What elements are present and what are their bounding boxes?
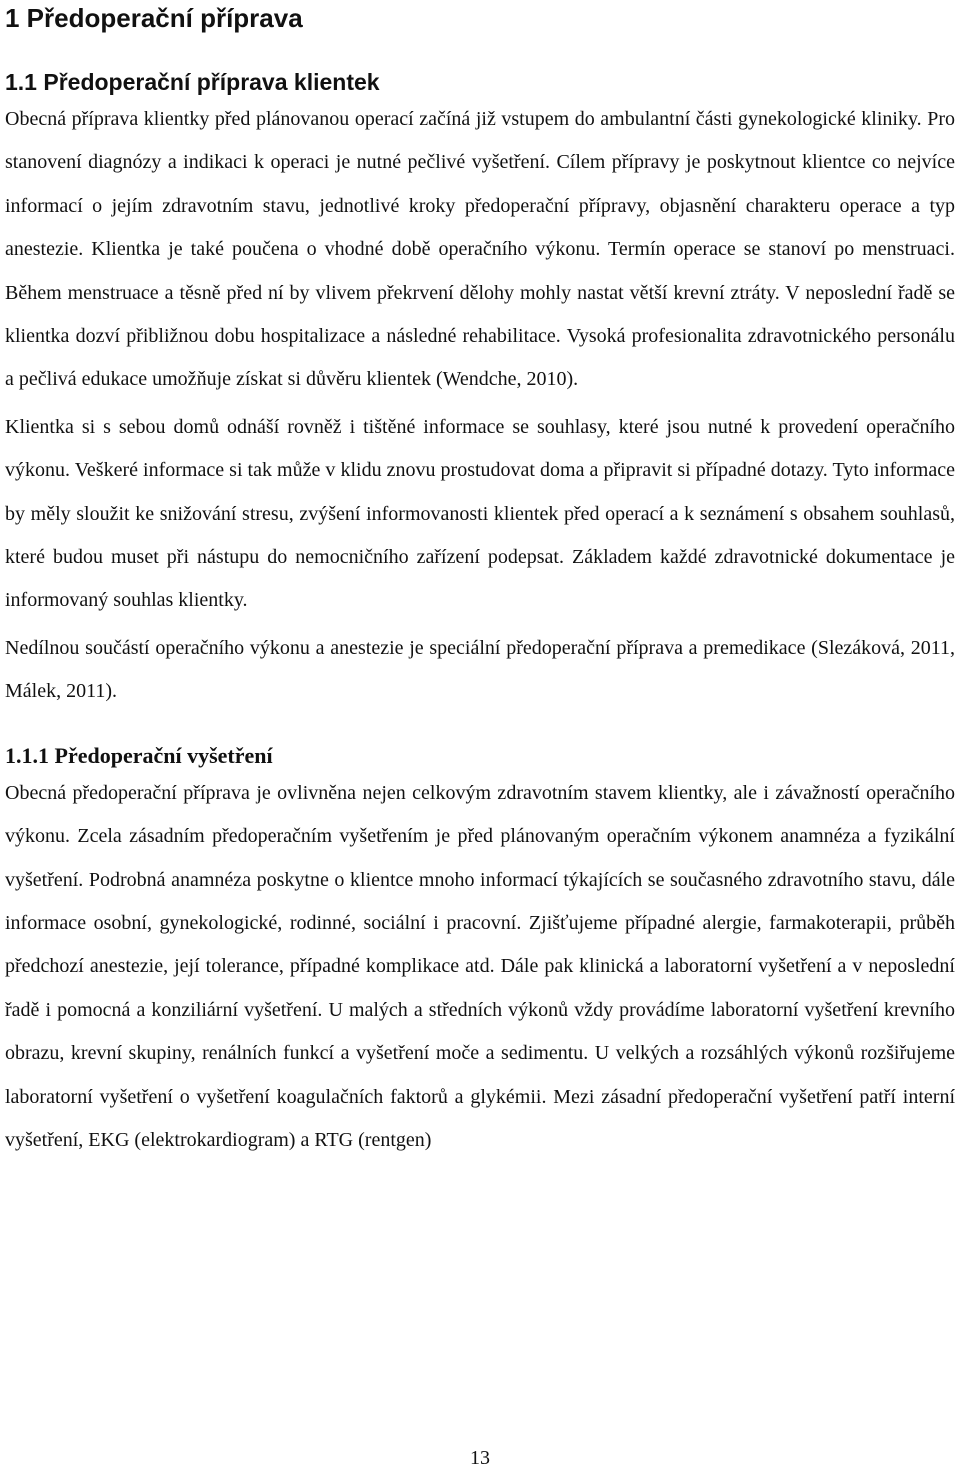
section-heading: 1.1 Předoperační příprava klientek [5,69,380,95]
paragraph: Nedílnou součástí operačního výkonu a anestezie je speciální předoperační příprava a premedikace (Slezáková, 2011, Málek, 2011). [5,636,955,703]
subsection-heading: 1.1.1 Předoperační vyšetření [5,742,273,768]
paragraph: Obecná příprava klientky před plánovanou operací začíná již vstupem do ambulantní části gynekologické kliniky. Pro stanovení diagnózy a indikaci k operaci je nutné pečlivé vyšetření. Cílem přípravy je poskytnout klientce co nejvíce informací o jejím zdravotním stavu, jednotlivé kroky předoperační přípravy, objasnění charakteru operace a typ anestezie. Klientka je také poučena o vhodné době operačního výkonu. Termín operace se stanoví po menstruaci. Během menstruace a těsně před ní by vlivem překrvení dělohy mohly nastat větší krevní ztráty. V neposlední řadě se klientka dozví přibližnou dobu hospitalizace a následné rehabilitace. Vysoká profesionalita zdravotnického personálu a pečlivá edukace umožňuje získat si důvěru klientek (Wendche, 2010). [5,108,955,391]
document-page [5,0,955,1162]
paragraph: Klientka si s sebou domů odnáší rovněž i tištěné informace se souhlasy, které jsou nutné k provedení operačního výkonu. Veškeré informace si tak může v klidu znovu prostudovat doma a připravit si případné dotazy. Tyto informace by měly sloužit ke snižování stresu, zvýšení informovanosti klientek před operací a k seznámení s obsahem souhlasů, které budou muset při nástupu do nemocničního zařízení podepsat. Základem každé zdravotnické dokumentace je informovaný souhlas klientky. [5,415,955,612]
paragraph: Obecná předoperační příprava je ovlivněna nejen celkovým zdravotním stavem klientky, ale i závažností operačního výkonu. Zcela zásadním předoperačním vyšetřením je před plánovaným operačním výkonem anamnéza a fyzikální vyšetření. Podrobná anamnéza poskytne o klientce mnoho informací týkajících se současného zdravotního stavu, dále informace osobní, gynekologické, rodinné, sociální i pracovní. Zjišťujeme případné alergie, farmakoterapii, průběh předchozí anestezie, její tolerance, případné komplikace atd. Dále pak klinická a laboratorní vyšetření a v neposlední řadě i pomocná a konziliární vyšetření. U malých a středních výkonů vždy provádíme laboratorní vyšetření krevního obrazu, krevní skupiny, renálních funkcí a vyšetření moče a sedimentu. U velkých a rozsáhlých výkonů rozšiřujeme laboratorní vyšetření o vyšetření koagulačních faktorů a glykémii. Mezi zásadní předoperační vyšetření patří interní vyšetření, EKG (elektrokardiogram) a RTG (rentgen) [5,781,955,1151]
chapter-heading: 1 Předoperační příprava [5,3,303,33]
page-number: 13 [470,1447,490,1469]
